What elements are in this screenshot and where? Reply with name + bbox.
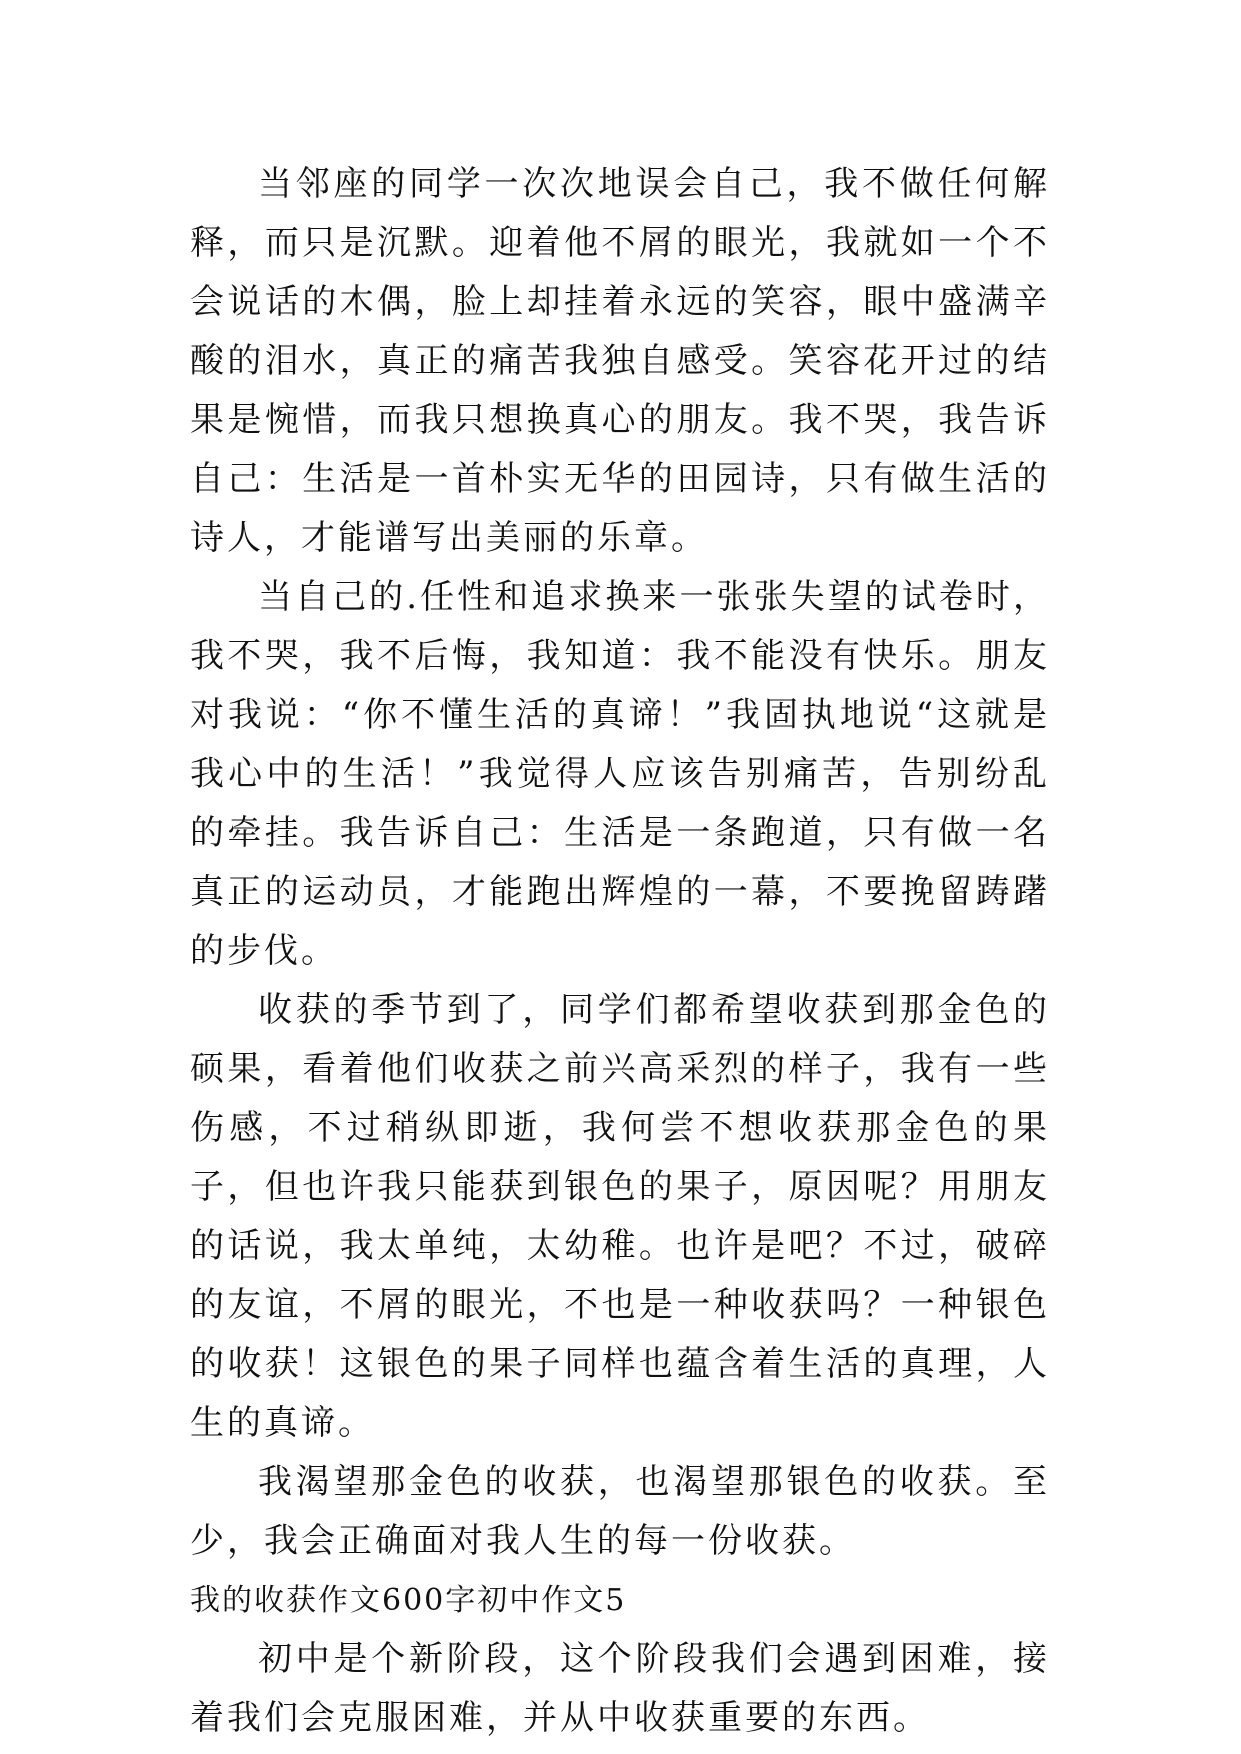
paragraph-3: 收获的季节到了，同学们都希望收获到那金色的硕果，看着他们收获之前兴高采烈的样子，我有一些伤感，不过稍纵即逝，我何尝不想收获那金色的果子，但也许我只能获到银色的果子，原因呢？用朋友的话说，我太单纯，太幼稚。也许是吧？不过，破碎的友谊，不屑的眼光，不也是一种收获吗？一种银色的收获！这银色的果子同样也蕴含着生活的真理，人生的真谛。 — [190, 990, 1050, 1443]
section-heading: 我的收获作文600字初中作文5 — [190, 1583, 627, 1618]
paragraph-4: 我渴望那金色的收获，也渴望那银色的收获。至少，我会正确面对我人生的每一份收获。 — [190, 1462, 1050, 1561]
paragraph-1: 当邻座的同学一次次地误会自己，我不做任何解释，而只是沉默。迎着他不屑的眼光，我就如一个不会说话的木偶，脸上却挂着永远的笑容，眼中盛满辛酸的泪水，真正的痛苦我独自感受。笑容花开过的结果是惋惜，而我只想换真心的朋友。我不哭，我告诉自己：生活是一首朴实无华的田园诗，只有做生活的诗人，才能谱写出美丽的乐章。 — [190, 164, 1050, 558]
document-body — [190, 155, 1050, 1748]
paragraph-5: 初中是个新阶段，这个阶段我们会遇到困难，接着我们会克服困难，并从中收获重要的东西。 — [190, 1639, 1050, 1738]
paragraph-2: 当自己的.任性和追求换来一张张失望的试卷时，我不哭，我不后悔，我知道：我不能没有快乐。朋友对我说：“你不懂生活的真谛！”我固执地说“这就是我心中的生活！”我觉得人应该告别痛苦，告别纷乱的牵挂。我告诉自己：生活是一条跑道，只有做一名真正的运动员，才能跑出辉煌的一幕，不要挽留踌躇的步伐。 — [190, 577, 1050, 971]
